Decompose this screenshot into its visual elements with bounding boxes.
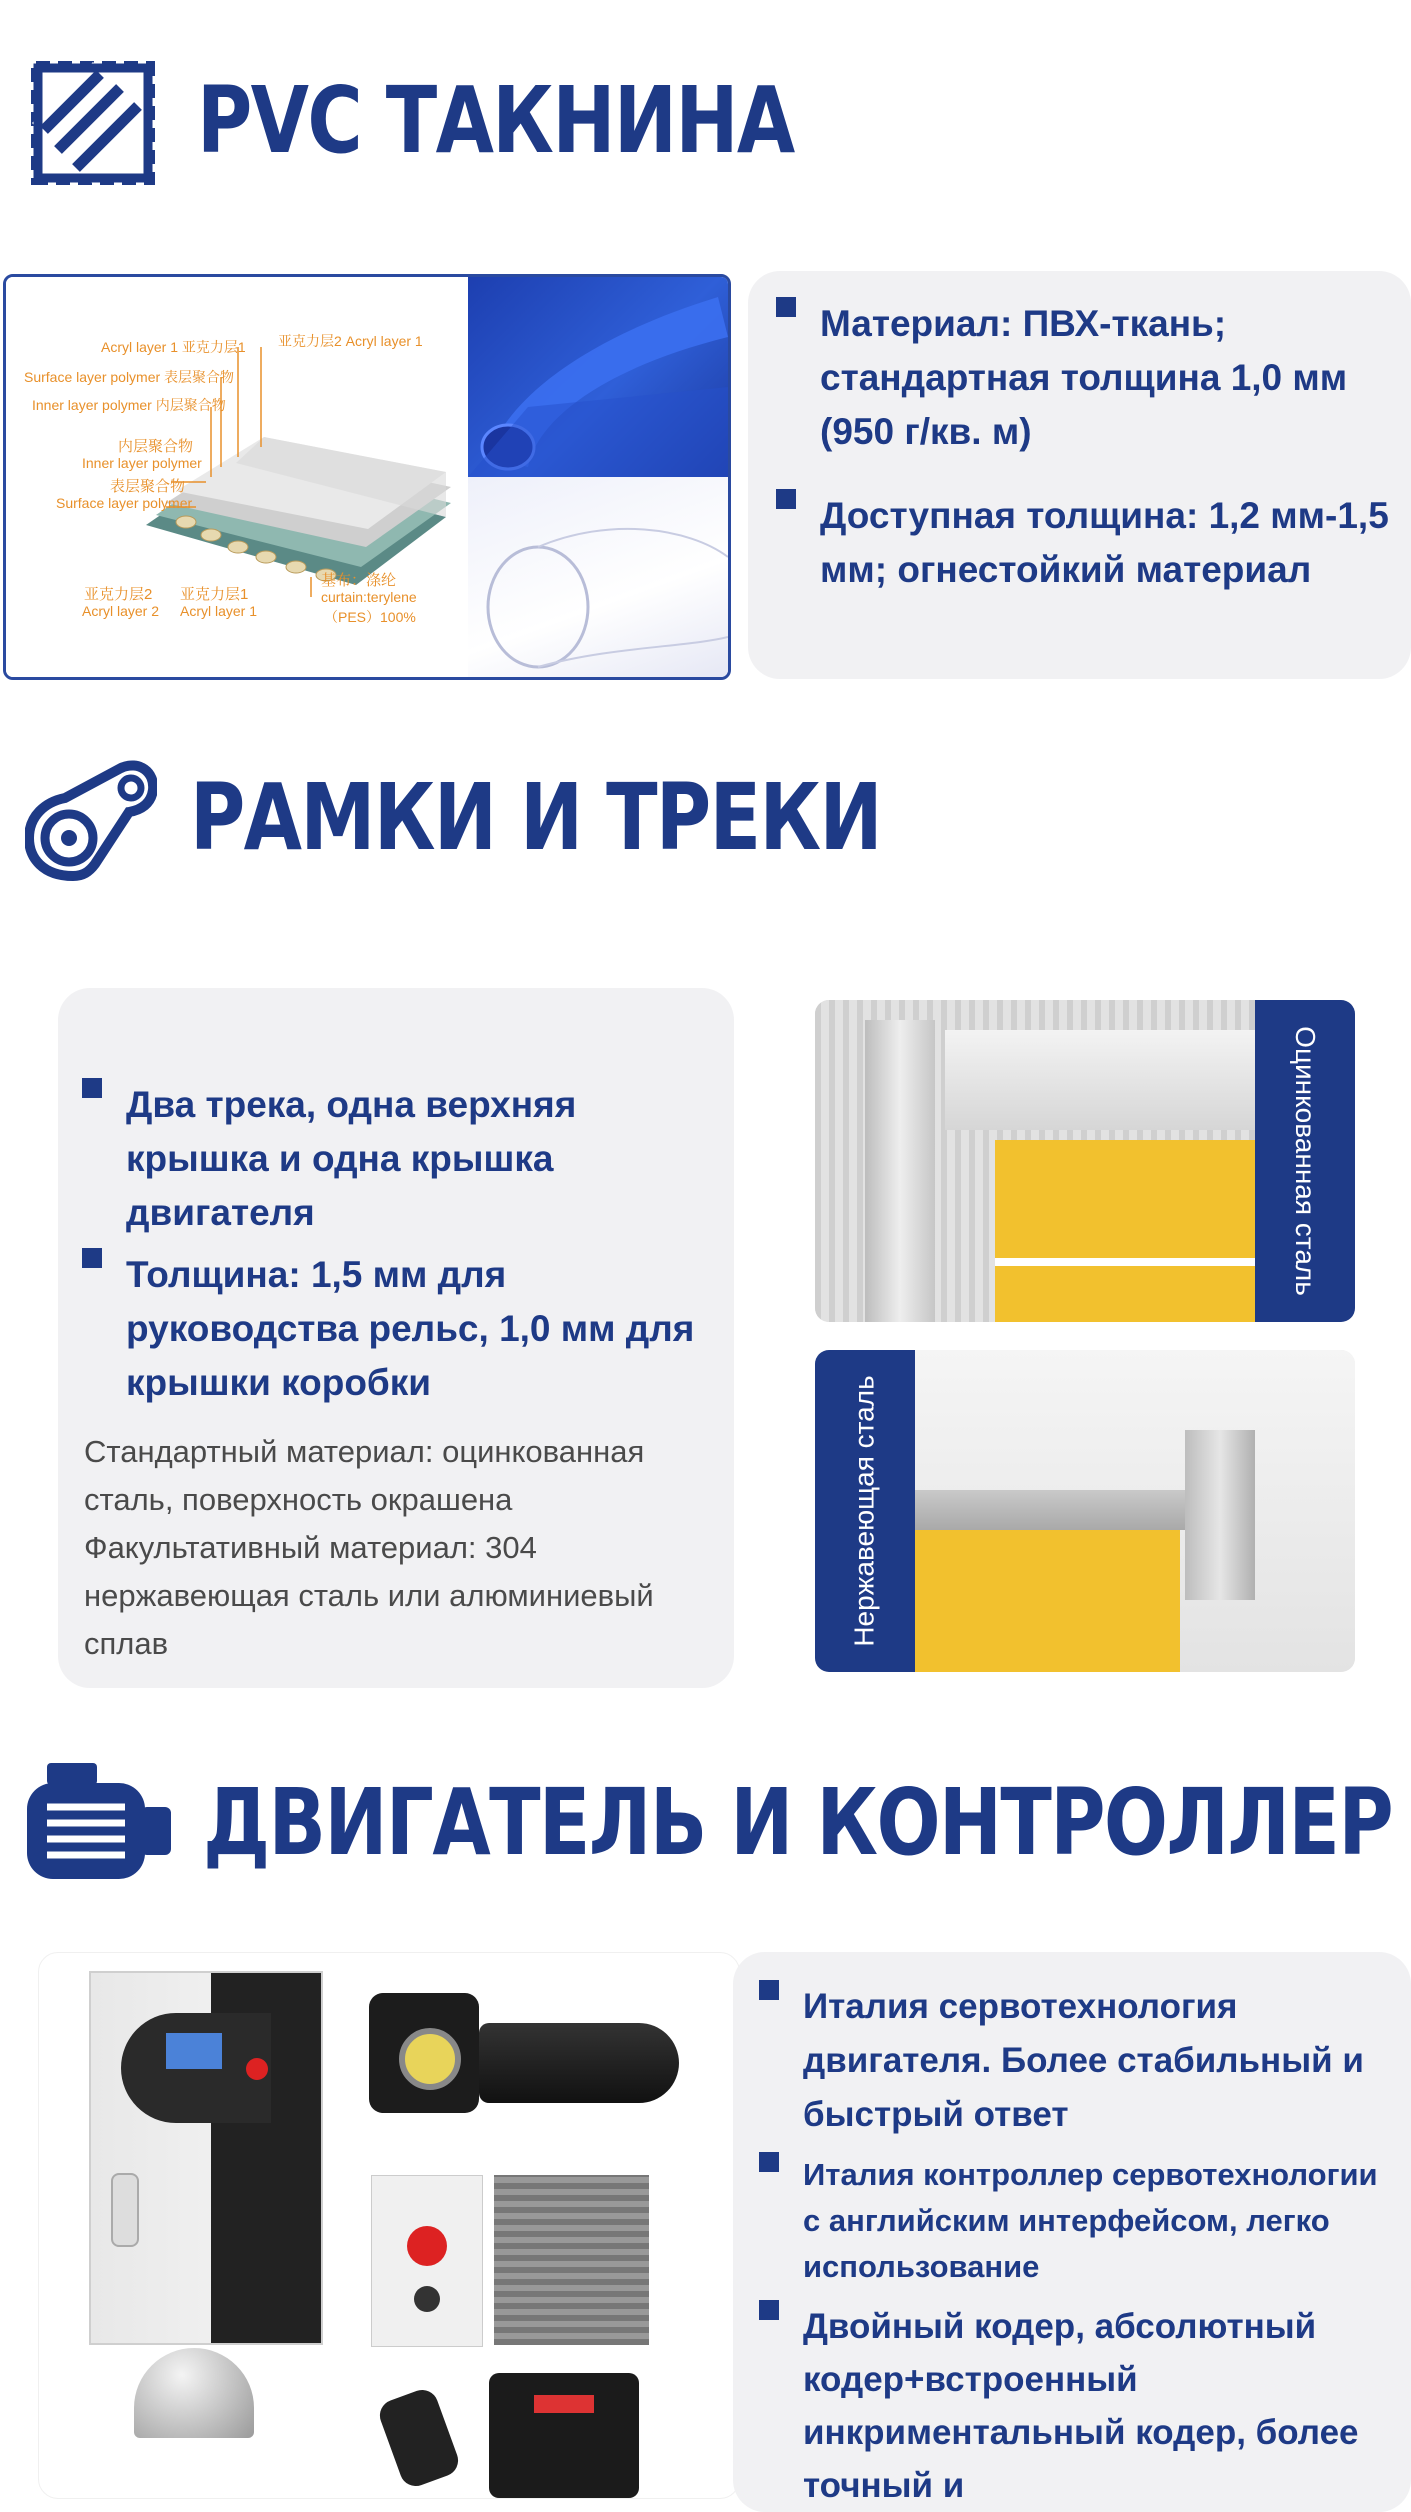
pvc-image-block [3, 274, 731, 680]
loop-detector-switch [534, 2395, 594, 2413]
motor-section-header [25, 1755, 1392, 1895]
fabric-weave-icon [30, 60, 156, 186]
diagram-label-acryl2-cn: 亚克力层2 [84, 586, 153, 603]
galvanized-steel-label: Оцинкованная сталь [1255, 1000, 1355, 1322]
frames-material-optional: Факультативный материал: 304 нержавеющая сталь или алюминиевый сплав [84, 1530, 654, 1661]
diagram-label-inner-polymer-cn: 内层聚合物 [118, 438, 194, 455]
motor-bullet-controller: Италия контроллер сервотехнологии с английским интерфейсом, легко использование [759, 2152, 1399, 2290]
pvc-section-title: PVC ТАКНИНА [197, 67, 794, 174]
diagram-label-base-fabric-cn: 基布：涤纶 [321, 572, 397, 589]
pvc-bullet-thickness: Доступная толщина: 1,2 мм-1,5 мм; огнестойкий материал [776, 489, 1391, 597]
galvanized-top-cover [945, 1030, 1255, 1130]
galvanized-curtain-stripe [995, 1258, 1255, 1266]
remote-control [375, 2385, 462, 2490]
wiring-board-photo [494, 2175, 649, 2345]
diagram-label-acryl2-top: 亚克力层2 Acryl layer 1 [278, 333, 423, 349]
galvanized-yellow-curtain [995, 1140, 1255, 1322]
motor-bullet-servo: Италия сервотехнология двигателя. Более стабильный и быстрый ответ [759, 1980, 1399, 2142]
stainless-top-cover [915, 1490, 1195, 1530]
belt-pulley-icon [25, 758, 157, 886]
clear-pvc-roll-graphic [468, 477, 728, 677]
diagram-label-acryl1-cn: 亚克力层1 [180, 586, 249, 603]
pvc-bullet-material: Материал: ПВХ-ткань; стандартная толщина 1,0 мм (950 г/кв. м) [776, 297, 1391, 459]
controller-lcd [166, 2033, 222, 2069]
galvanized-steel-photo [815, 1000, 1355, 1322]
motor-body [479, 2023, 679, 2103]
diagram-label-acryl1-en: Acryl layer 1 [180, 603, 258, 619]
blue-pvc-roll-graphic [468, 277, 728, 477]
diagram-label-surface-polymer-en: Surface layer polymer [56, 495, 193, 511]
diagram-label-surface-polymer: Surface layer polymer 表层聚合物 [24, 369, 235, 385]
clear-pvc-photo [468, 477, 728, 677]
cabinet-handle [111, 2173, 139, 2247]
motor-bullet-encoder: Двойный кодер, абсолютный кодер+встроенный инкриментальный кодер, более точный и [759, 2300, 1399, 2512]
frames-spec-panel [58, 988, 734, 1688]
pvc-layer-diagram [6, 277, 468, 677]
push-button-box [371, 2175, 483, 2347]
motor-section-title: ДВИГАТЕЛЬ И КОНТРОЛЛЕР [203, 1769, 1392, 1876]
push-button-key [414, 2286, 440, 2312]
emergency-stop-button [407, 2226, 447, 2266]
frames-section-header [25, 750, 925, 890]
diagram-label-inner-polymer: Inner layer polymer 内层聚合物 [32, 397, 226, 413]
controller-stop-button [246, 2058, 268, 2080]
diagram-label-surface-polymer-cn: 表层聚合物 [110, 478, 186, 495]
frames-bullet-thickness: Толщина: 1,5 мм для руководства рельс, 1,0 мм для крышки коробки [82, 1248, 712, 1410]
loop-detector [489, 2373, 639, 2498]
blue-pvc-photo [468, 277, 728, 477]
stainless-yellow-curtain [915, 1530, 1180, 1672]
stainless-steel-label: Нержавеющая сталь [815, 1350, 915, 1672]
stainless-bracket [1185, 1430, 1255, 1600]
diagram-label-base-fabric-pes: （PES）100% [324, 609, 416, 625]
motor-bullet-list [759, 1980, 1399, 2512]
diagram-label-base-fabric-en: curtain:terylene [321, 589, 417, 605]
motor-spec-panel [733, 1952, 1411, 2512]
controller-cabinet [89, 1971, 323, 2345]
diagram-label-inner-polymer-en: Inner layer polymer [82, 455, 202, 471]
frames-material-standard: Стандартный материал: оцинкованная сталь, поверхность окрашена [84, 1434, 645, 1517]
pvc-spec-panel [748, 271, 1411, 679]
stainless-steel-photo [815, 1350, 1355, 1672]
diagram-label-acryl1-top: Acryl layer 1 亚克力层1 [101, 339, 246, 355]
diagram-label-acryl2-en: Acryl layer 2 [82, 603, 160, 619]
galvanized-frame-post [865, 1020, 935, 1322]
frames-bullet-tracks: Два трека, одна верхняя крышка и одна крышка двигателя [82, 1078, 712, 1240]
gearbox-shaft [399, 2028, 461, 2090]
motor-icon [25, 1755, 175, 1885]
frames-section-title: РАМКИ И ТРЕКИ [190, 764, 881, 871]
pvc-section-header [30, 55, 794, 185]
frames-bullet-list [82, 1078, 712, 1410]
servo-motor-photo [369, 1973, 689, 2143]
pvc-bullet-list [776, 297, 1391, 597]
dome-sensor [134, 2348, 254, 2438]
motor-equipment-collage [38, 1952, 740, 2499]
